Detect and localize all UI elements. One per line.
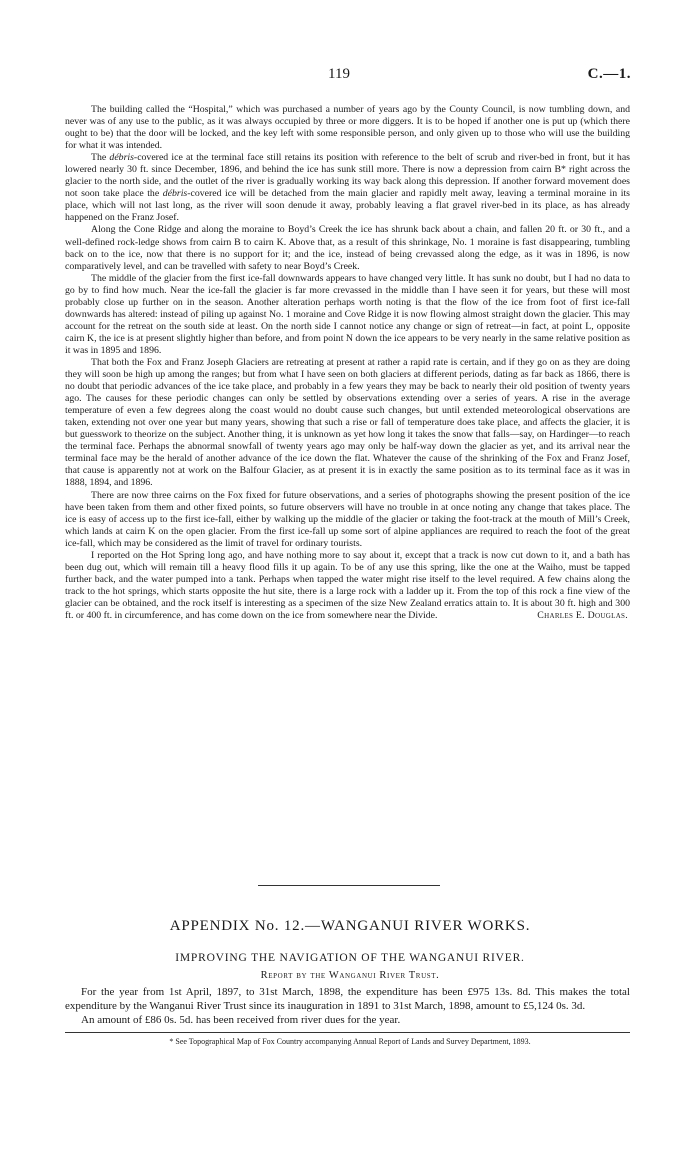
section-divider [258, 885, 440, 886]
paragraph-cairns: There are now three cairns on the Fox fixed for future observations, and a series of photographs showing the present position of the ice have been taken from them and other fixed points, so future observers will have no trouble in at once noting any change that takes place. The ice is easy of access up to the first ice-fall, either by walking up the middle of the glacier or taking the foot-track at the mouth of Mill’s Creek, which lands at cairn K on the open glacier. From the first ice-fall up some sort of alpine appliances are required to reach the foot of the great ice-fall, which may be considered as the limit of travel for ordinary tourists. [65, 489, 630, 549]
paragraph-part: I reported on the Hot Spring long ago, and have nothing more to say about it, except that a track is now cut down to it, and a bath has been dug out, which will remain till a heavy flood fills it up again. To be of any use this spring, like the one at the Waiho, must be tapped further back, and the water pumped into a tank. Perhaps when tapped the water might rise itself to the level required. A few chains along the track to the hot springs, which starts opposite the hut site, there is a large rock with a ladder up it. From the top of this rock a fine view of the glacier can be obtained, and the rock itself is interesting as a specimen of the size New Zealand erratics attain to. It is about 30 ft. high and 300 ft. or 400 ft. in circumference, and has come down on the ice from somewhere near the Divide. [65, 549, 630, 621]
paragraph-dash: - [133, 152, 138, 164]
page-number: 119 [328, 66, 350, 82]
footnote-divider [65, 1032, 630, 1033]
appendix-body [65, 985, 630, 1027]
paragraph-retreat: That both the Fox and Franz Joseph Glaciers are retreating at present at rather a rapid rate is certain, and if they go on as they are doing they will soon be high up among the ranges; but from what I have seen on both glaciers at different periods, dating as far back as 1866, there is no doubt that periodic advances of the ice take place, and probably in a few years they may be back to nearly their old position of twenty years ago. The causes for these periodic changes can only be settled by observations extending over a series of years. A rise in the average temperature of even a few degrees along the coast would no doubt cause such changes, but until extended meteorological observations are taken, extending not over one year but many years, showing that such a rise or fall of temperature does take place, and affects the glacier, it is but guesswork to theorize on the subject. Another thing, it is unknown as yet how long it takes the snow that falls—say, on Hardinger—to reach the terminal face. Perhaps the abnormal snowfall of twenty years ago may only be half-way down the glacier as yet, and its arrival near the terminal face may be the herald of another advance of the ice down the flat. Whatever the cause of the shrinking of the Fox and Franz Josef, that cause is apparently not at work on the Balfour Glacier, as at present it is in exactly the same position as to its terminal face as it was in 1888, 1894, and 1896. [65, 356, 630, 489]
debris-word: débris [109, 152, 134, 164]
report-byline: Report by the Wanganui River Trust. [260, 970, 440, 981]
paragraph-lead: The [91, 152, 110, 164]
appendix-subtitle: IMPROVING THE NAVIGATION OF THE WANGANUI RIVER. [175, 952, 525, 964]
paragraph-hospital: The building called the “Hospital,” which was purchased a number of years ago by the County Council, is now tumbling down, and never was of any use to the public, as it was always occupied by three or more diggers. It is to be hoped if another one is put up (which there ought to be) that the door will be locked, and the key left with some responsible person, and only given up to those who will use the building for what it was intended. [65, 104, 630, 152]
debris-word: débris [162, 188, 188, 200]
paragraph-part: covered ice at the terminal face still retains its position with reference to the belt of scrub and river-bed in front, but it has lowered nearly 30 ft. since December, 1896, and behind the ice has sunk still more. There is now a depression from cairn B* right across the glacier to the north side, and the outlet of the river is gradually working its way back along this depression. If another forward movement does not soon take place the [65, 152, 630, 200]
page-header [0, 66, 700, 90]
paragraph-terminal-face [65, 152, 630, 224]
signature: Charles E. Douglas. [537, 609, 628, 621]
paragraph-glacier-middle: The middle of the glacier from the first ice-fall downwards appears to have changed very little. It has sunk no doubt, but I had no data to go by to find how much. Near the ice-fall the glacier is far more crevassed in the middle than I have seen it for years, but these will most probably close up further on in the season. Another alteration perhaps worth noting is that the flow of the ice from foot of first ice-fall downwards has altered: instead of piling up against No. 1 moraine and Cove Ridge it is now flowing almost straight down the glacier. This may account for the retreat on the south side at least. On the north side I cannot notice any change or sign of retreat—in fact, at point L, opposite cairn K, the ice is at present slightly higher than before, and from point N down the ice appears to be very nearly in the same relative position as it was in 1895 and 1896. [65, 272, 630, 356]
appendix-paragraph-dues: An amount of £86 0s. 5d. has been received from river dues for the year. [81, 1014, 401, 1026]
paragraph-hot-spring [65, 550, 630, 622]
appendix-title: APPENDIX No. 12.—WANGANUI RIVER WORKS. [169, 918, 531, 934]
paragraph-part: covered ice will be detached from the main glacier and rapidly melt away, leaving a terminal moraine in its place, which will not last long, as the river will soon denude it away, probably leaving a flat gravel river-bed in its place, as has already happened on the Franz Josef. [65, 188, 630, 224]
appendix-paragraph-expenditure: For the year from 1st April, 1897, to 31st March, 1898, the expenditure has been £975 13s. 8d. This makes the total expenditure by the Wanganui River Trust since its inauguration in 1891 to 31st March, 1898, amount to £5,124 0s. 3d. [65, 986, 630, 1012]
paragraph-cone-ridge: Along the Cone Ridge and along the moraine to Boyd’s Creek the ice has shrunk back about a chain, and fallen 20 ft. or 30 ft., and a well-defined rock-ledge shows from cairn B to cairn K. Above that, as a result of this shrinkage, No. 1 moraine is fast disappearing, tumbling back on to the ice, now that there is no support for it; and the ice, instead of being crevassed along the edge, as it was in 1896, is now comparatively level, and can be travelled with safety to near Boyd’s Creek. [65, 224, 630, 272]
report-body [65, 104, 630, 622]
document-code: C.—1. [587, 66, 631, 82]
paragraph-dash: - [187, 188, 191, 200]
footnote: * See Topographical Map of Fox Country accompanying Annual Report of Lands and Survey Department, 1893. [169, 1037, 531, 1046]
